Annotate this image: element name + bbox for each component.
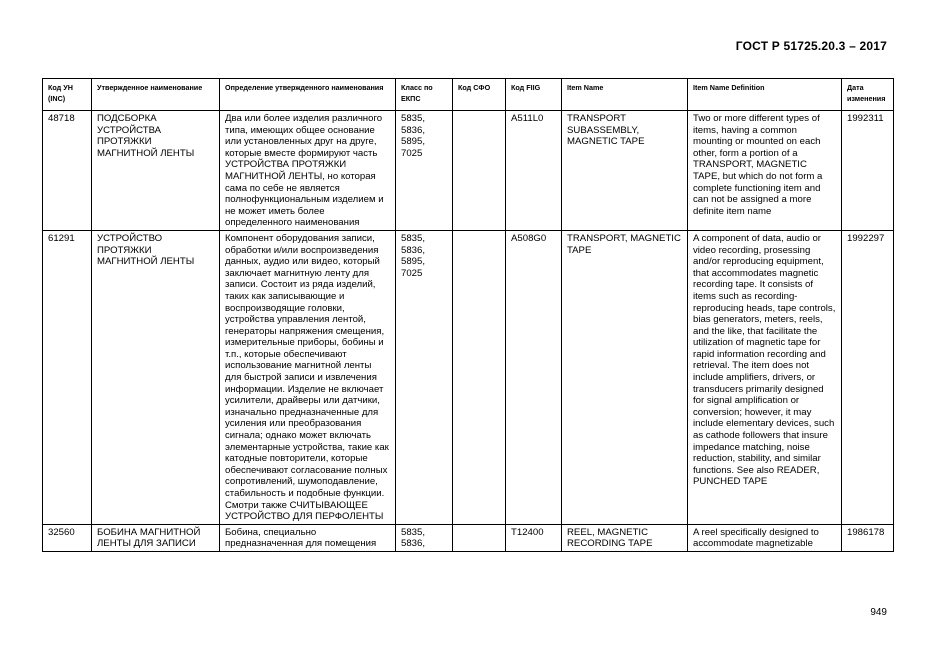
header-definition: Определение утвержденного наименования xyxy=(220,79,396,111)
cell-item-name: REEL, MAGNETIC RECORDING TAPE xyxy=(562,524,688,551)
table-row xyxy=(43,230,894,524)
cell-ekps-class: 5835, 5836, 5895, 7025 xyxy=(396,111,453,231)
header-item-name: Item Name xyxy=(562,79,688,111)
cell-sfo-code xyxy=(453,524,506,551)
cell-inc: 48718 xyxy=(43,111,92,231)
cell-item-name-definition: A component of data, audio or video recording, prosessing and/or reproducing equipment, that accommodates magnetic recording tape. It consists of items such as recording-reproducing heads, tape controls, bias generators, meters, reels, and the like, that facilitate the utilization of magnetic tape for rapid information recording and retrieval. The item does not include amplifiers, drivers, or transducers primarily designed for signal amplification or conversion; however, it may include elementary devices, such as cathode followers that insure impedance matching, noise reduction, stability, and similar functions. See also READER, PUNCHED TAPE xyxy=(688,230,842,524)
cell-sfo-code xyxy=(453,111,506,231)
cell-approved-name: БОБИНА МАГНИТНОЙ ЛЕНТЫ ДЛЯ ЗАПИСИ xyxy=(92,524,220,551)
cell-item-name: TRANSPORT, MAGNETIC TAPE xyxy=(562,230,688,524)
catalog-table xyxy=(42,78,894,552)
cell-inc: 61291 xyxy=(43,230,92,524)
cell-definition: Два или более изделия различного типа, имеющих общее основание или установленных друг на друге, которые вместе формируют часть УСТРОЙСТВА ПРОТЯЖКИ МАГНИТНОЙ ЛЕНТЫ, но которая сама по себе не является полнофункциональным изделием и не может иметь более определенного наименования xyxy=(220,111,396,231)
cell-date: 1992297 xyxy=(842,230,894,524)
cell-inc: 32560 xyxy=(43,524,92,551)
cell-fiig-code: T12400 xyxy=(506,524,562,551)
cell-fiig-code: A508G0 xyxy=(506,230,562,524)
cell-approved-name: ПОДСБОРКА УСТРОЙСТВА ПРОТЯЖКИ МАГНИТНОЙ ЛЕНТЫ xyxy=(92,111,220,231)
header-date: Дата изменения xyxy=(842,79,894,111)
header-fiig-code: Код FIIG xyxy=(506,79,562,111)
cell-item-name: TRANSPORT SUBASSEMBLY, MAGNETIC TAPE xyxy=(562,111,688,231)
header-ekps-class: Класс по ЕКПС xyxy=(396,79,453,111)
header-item-name-definition: Item Name Definition xyxy=(688,79,842,111)
table-row xyxy=(43,524,894,551)
header-inc: Код УН (INC) xyxy=(43,79,92,111)
cell-fiig-code: A511L0 xyxy=(506,111,562,231)
cell-item-name-definition: Two or more different types of items, having a common mounting or mounted on each other, form a portion of a TRANSPORT, MAGNETIC TAPE, but which do not form a complete functioning item and can not be assigned a more definite item name xyxy=(688,111,842,231)
table-header-row xyxy=(43,79,894,111)
cell-ekps-class: 5835, 5836, xyxy=(396,524,453,551)
cell-ekps-class: 5835, 5836, 5895, 7025 xyxy=(396,230,453,524)
table-row xyxy=(43,111,894,231)
cell-sfo-code xyxy=(453,230,506,524)
cell-definition: Бобина, специально предназначенная для помещения xyxy=(220,524,396,551)
header-approved-name: Утвержденное наименование xyxy=(92,79,220,111)
header-sfo-code: Код СФО xyxy=(453,79,506,111)
cell-date: 1986178 xyxy=(842,524,894,551)
cell-definition: Компонент оборудования записи, обработки и/или воспроизведения данных, аудио или видео, который заключает магнитную ленту для записи. Состоит из ряда изделий, таких как записывающие и воспроизводящие головки, устройства управления лентой, генераторы напряжения смещения, измерительные приборы, бобины и т.п., которые обеспечивают использование магнитной ленты для быстрой записи и извлечения информации. Изделие не включает усилители, драйверы или датчики, изначально предназначенные для усиления или преобразования сигнала; однако может включать элементарные устройства, такие как катодные повторители, которые обеспечивают согласование полных сопротивлений, шумоподавление, стабильность и подобные функции. Смотри также СЧИТЫВАЮЩЕЕ УСТРОЙСТВО ДЛЯ ПЕРФОЛЕНТЫ xyxy=(220,230,396,524)
cell-approved-name: УСТРОЙСТВО ПРОТЯЖКИ МАГНИТНОЙ ЛЕНТЫ xyxy=(92,230,220,524)
cell-item-name-definition: A reel specifically designed to accommodate magnetizable xyxy=(688,524,842,551)
page-number: 949 xyxy=(870,607,887,618)
document-header: ГОСТ Р 51725.20.3 – 2017 xyxy=(735,39,887,53)
cell-date: 1992311 xyxy=(842,111,894,231)
